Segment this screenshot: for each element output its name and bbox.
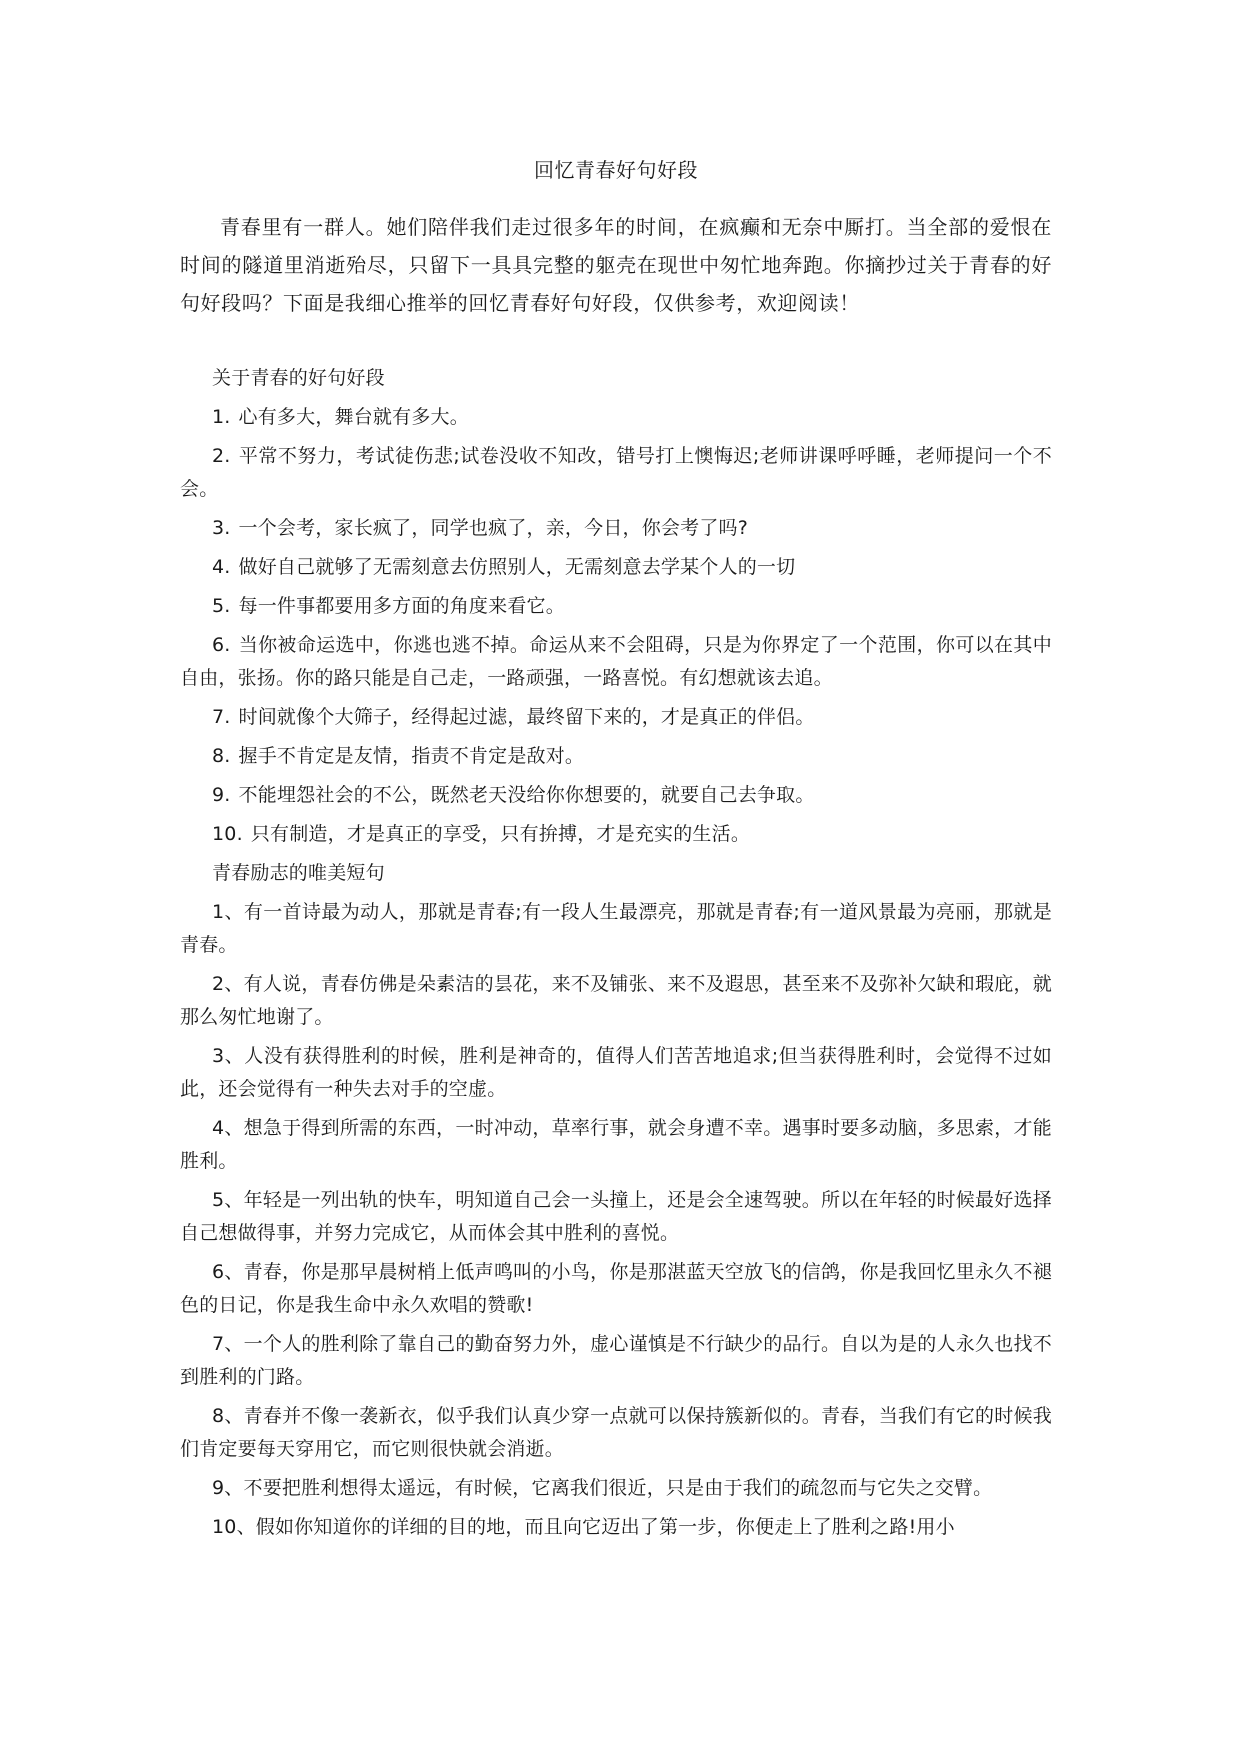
section-heading: 青春励志的唯美短句 — [212, 862, 385, 884]
item-number: 8、 — [212, 1405, 244, 1427]
list-item — [180, 1400, 1052, 1466]
item-text: 一个人的胜利除了靠自己的勤奋努力外，虚心谨慎是不行缺少的品行。自以为是的人永久也找不到胜利的门路。 — [180, 1333, 1052, 1388]
list-item — [180, 779, 1052, 812]
item-number: 6、 — [212, 1261, 244, 1283]
item-number: 2、 — [212, 973, 244, 995]
list-item — [180, 701, 1052, 734]
item-text: 假如你知道你的详细的目的地，而且向它迈出了第一步，你便走上了胜利之路!用小 — [255, 1516, 955, 1538]
item-number: 9. — [212, 784, 231, 806]
document-body — [180, 362, 1052, 1550]
item-text: 心有多大，舞台就有多大。 — [238, 406, 469, 428]
item-number: 10、 — [212, 1516, 256, 1538]
item-text: 做好自己就够了无需刻意去仿照别人，无需刻意去学某个人的一切 — [238, 556, 796, 578]
list-item — [180, 896, 1052, 962]
item-number: 1. — [212, 406, 231, 428]
list-item — [180, 1328, 1052, 1394]
section-good-sentences — [180, 362, 1052, 851]
item-number: 6. — [212, 634, 231, 656]
item-text: 握手不肯定是友情，指责不肯定是敌对。 — [238, 745, 585, 767]
item-number: 1、 — [212, 901, 244, 923]
list-item — [180, 512, 1052, 545]
section-heading: 关于青春的好句好段 — [212, 367, 385, 389]
item-number: 7、 — [212, 1333, 244, 1355]
item-text: 青春并不像一袭新衣，似乎我们认真少穿一点就可以保持簇新似的。青春，当我们有它的时候我们肯定要每天穿用它，而它则很快就会消逝。 — [180, 1405, 1052, 1460]
item-number: 5、 — [212, 1189, 244, 1211]
list-item — [180, 740, 1052, 773]
item-text: 只有制造，才是真正的享受，只有拚搏，才是充实的生活。 — [250, 823, 751, 845]
list-item — [180, 440, 1052, 506]
list-item — [180, 1256, 1052, 1322]
item-text: 不要把胜利想得太遥远，有时候，它离我们很近，只是由于我们的疏忽而与它失之交臂。 — [243, 1477, 993, 1499]
item-number: 3. — [212, 517, 231, 539]
item-number: 4. — [212, 556, 231, 578]
list-item — [180, 1472, 1052, 1505]
item-number: 8. — [212, 745, 231, 767]
list-item — [180, 1511, 1052, 1544]
section-inspirational-sentences — [180, 857, 1052, 1544]
item-text: 人没有获得胜利的时候，胜利是神奇的，值得人们苦苦地追求;但当获得胜利时，会觉得不过如此，还会觉得有一种失去对手的空虚。 — [180, 1045, 1052, 1100]
item-text: 一个会考，家长疯了，同学也疯了，亲，今日，你会考了吗? — [238, 517, 749, 539]
list-item — [180, 968, 1052, 1034]
list-item — [180, 818, 1052, 851]
intro-paragraph: 青春里有一群人。她们陪伴我们走过很多年的时间，在疯癫和无奈中厮打。当全部的爱恨在时间的隧道里消逝殆尽，只留下一具具完整的躯壳在现世中匆忙地奔跑。你摘抄过关于青春的好句好段吗？下面是我细心推举的回忆青春好句好段，仅供参考，欢迎阅读！ — [180, 215, 1052, 315]
item-number: 5. — [212, 595, 231, 617]
item-number: 10. — [212, 823, 243, 845]
item-number: 7. — [212, 706, 231, 728]
item-text: 当你被命运选中，你逃也逃不掉。命运从来不会阻碍，只是为你界定了一个范围，你可以在其中自由，张扬。你的路只能是自己走，一路顽强，一路喜悦。有幻想就该去追。 — [180, 634, 1052, 689]
list-item — [180, 629, 1052, 695]
item-number: 2. — [212, 445, 231, 467]
item-text: 有一首诗最为动人，那就是青春;有一段人生最漂亮，那就是青春;有一道风景最为亮丽，那就是青春。 — [180, 901, 1052, 956]
item-number: 3、 — [212, 1045, 245, 1067]
item-text: 青春，你是那早晨树梢上低声鸣叫的小鸟，你是那湛蓝天空放飞的信鸽，你是我回忆里永久不褪色的日记，你是我生命中永久欢唱的赞歌! — [180, 1261, 1052, 1316]
item-number: 9、 — [212, 1477, 244, 1499]
item-text: 时间就像个大筛子，经得起过滤，最终留下来的，才是真正的伴侣。 — [238, 706, 815, 728]
item-text: 有人说，青春仿佛是朵素洁的昙花，来不及铺张、来不及遐思，甚至来不及弥补欠缺和瑕庇，就那么匆忙地谢了。 — [180, 973, 1052, 1028]
item-text: 想急于得到所需的东西，一时冲动，草率行事，就会身遭不幸。遇事时要多动脑，多思索，才能胜利。 — [180, 1117, 1052, 1172]
list-item — [180, 1184, 1052, 1250]
list-item — [180, 590, 1052, 623]
list-item — [180, 401, 1052, 434]
item-text: 不能埋怨社会的不公，既然老天没给你你想要的，就要自己去争取。 — [238, 784, 815, 806]
list-item — [180, 551, 1052, 584]
list-item — [180, 1040, 1052, 1106]
document-title: 回忆青春好句好段 — [534, 158, 698, 182]
item-text: 平常不努力，考试徒伤悲;试卷没收不知改，错号打上懊悔迟;老师讲课呼呼睡，老师提问一个不会。 — [180, 445, 1052, 500]
item-text: 年轻是一列出轨的快车，明知道自己会一头撞上，还是会全速驾驶。所以在年轻的时候最好选择自己想做得事，并努力完成它，从而体会其中胜利的喜悦。 — [180, 1189, 1052, 1244]
list-item — [180, 1112, 1052, 1178]
item-text: 每一件事都要用多方面的角度来看它。 — [238, 595, 565, 617]
item-number: 4、 — [212, 1117, 244, 1139]
